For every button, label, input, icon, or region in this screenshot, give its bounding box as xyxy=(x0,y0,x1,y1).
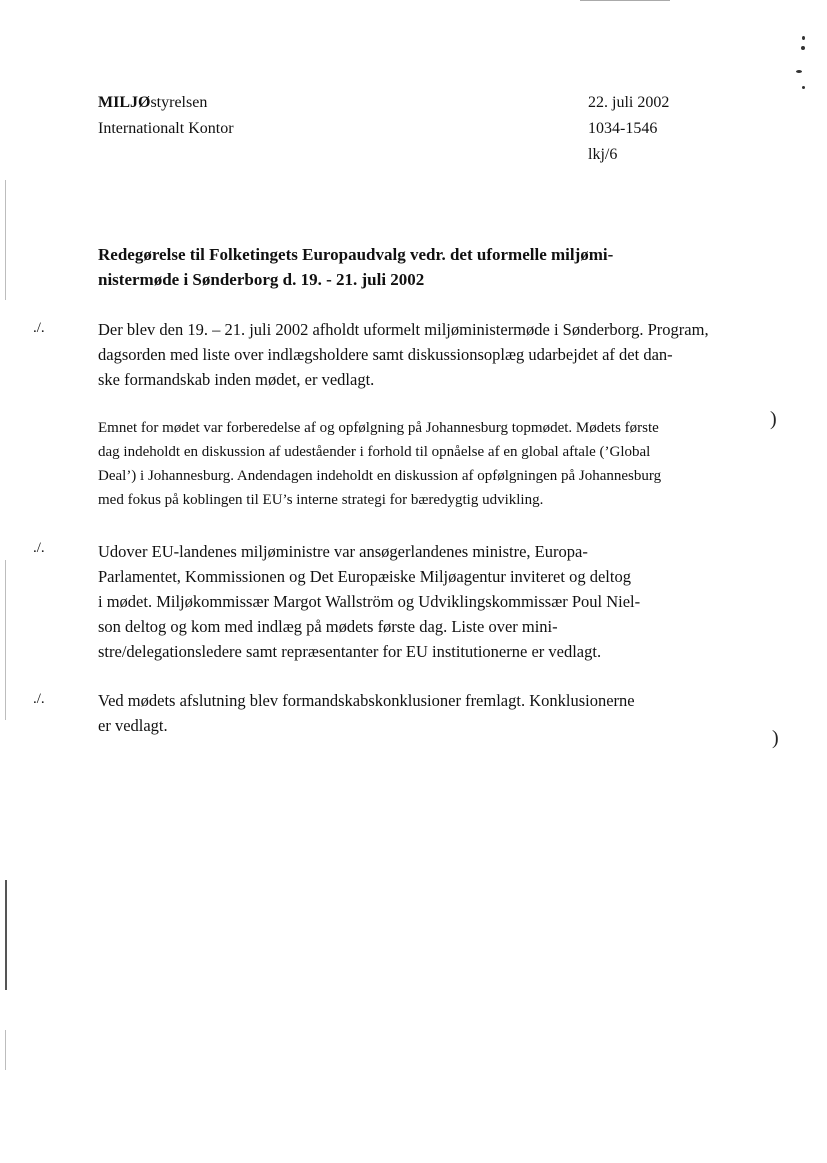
paragraph-line: Ved mødets afslutning blev formandskabskonklusioner fremlagt. Konklusionerne xyxy=(98,691,635,710)
paragraph-line: Parlamentet, Kommissionen og Det Europæiske Miljøagentur inviteret og deltog xyxy=(98,567,631,586)
paragraph-line: med fokus på koblingen til EU’s interne strategi for bæredygtig udvikling. xyxy=(98,492,544,508)
scan-speck xyxy=(802,36,805,40)
paragraph-line: Der blev den 19. – 21. juli 2002 afholdt uformelt miljøministermøde i Sønderborg. Program, xyxy=(98,320,709,339)
scan-edge-mark xyxy=(5,1030,6,1070)
document-date: 22. juli 2002 xyxy=(588,94,670,111)
enclosure-marker: ./. xyxy=(33,320,45,336)
binder-hole-mark: ) xyxy=(772,727,779,749)
paragraph-line: i mødet. Miljøkommissær Margot Wallström og Udviklingskommissær Poul Niel- xyxy=(98,592,641,611)
enclosure-marker: ./. xyxy=(33,540,45,556)
organization-name-rest: styrelsen xyxy=(150,94,208,111)
paragraph-line: son deltog og kom med indlæg på mødets første dag. Liste over mini- xyxy=(98,617,558,636)
title-line: Redegørelse til Folketingets Europaudvalg vedr. det uformelle miljømi- xyxy=(98,245,614,264)
scan-edge-mark xyxy=(5,180,6,300)
scan-edge-mark xyxy=(5,560,6,720)
organization-name xyxy=(98,90,234,116)
scan-speck xyxy=(802,86,805,89)
organization-name-bold: MILJØ xyxy=(98,94,151,111)
scan-speck xyxy=(796,70,802,73)
scan-edge-mark xyxy=(580,0,670,1)
paragraph-line: stre/delegationsledere samt repræsentanter for EU institutionerne er vedlagt. xyxy=(98,642,602,661)
case-initials: lkj/6 xyxy=(588,146,618,163)
enclosure-marker: ./. xyxy=(33,691,45,707)
sender-block xyxy=(98,90,234,142)
paragraph-line: Udover EU-landenes miljøministre var ansøgerlandenes ministre, Europa- xyxy=(98,542,588,561)
paragraph-line: Emnet for mødet var forberedelse af og opfølgning på Johannesburg topmødet. Mødets første xyxy=(98,420,659,436)
binder-hole-mark: ) xyxy=(770,408,777,430)
paragraph-line: er vedlagt. xyxy=(98,716,168,735)
reference-block xyxy=(588,90,669,168)
scan-speck xyxy=(801,46,805,50)
title-line: nistermøde i Sønderborg d. 19. - 21. juli 2002 xyxy=(98,270,425,289)
journal-number: 1034-1546 xyxy=(588,120,658,137)
paragraph-line: Deal’) i Johannesburg. Andendagen indeholdt en diskussion af opfølgningen på Johannesburg xyxy=(98,468,662,484)
paragraph-line: dagsorden med liste over indlægsholdere samt diskussionsoplæg udarbejdet af det dan- xyxy=(98,345,673,364)
paragraph-line: dag indeholdt en diskussion af udeståender i forhold til opnåelse af en global aftale (’Global xyxy=(98,444,651,460)
department-name: Internationalt Kontor xyxy=(98,120,234,137)
scan-edge-mark xyxy=(5,880,7,990)
paragraph-line: ske formandskab inden mødet, er vedlagt. xyxy=(98,370,375,389)
